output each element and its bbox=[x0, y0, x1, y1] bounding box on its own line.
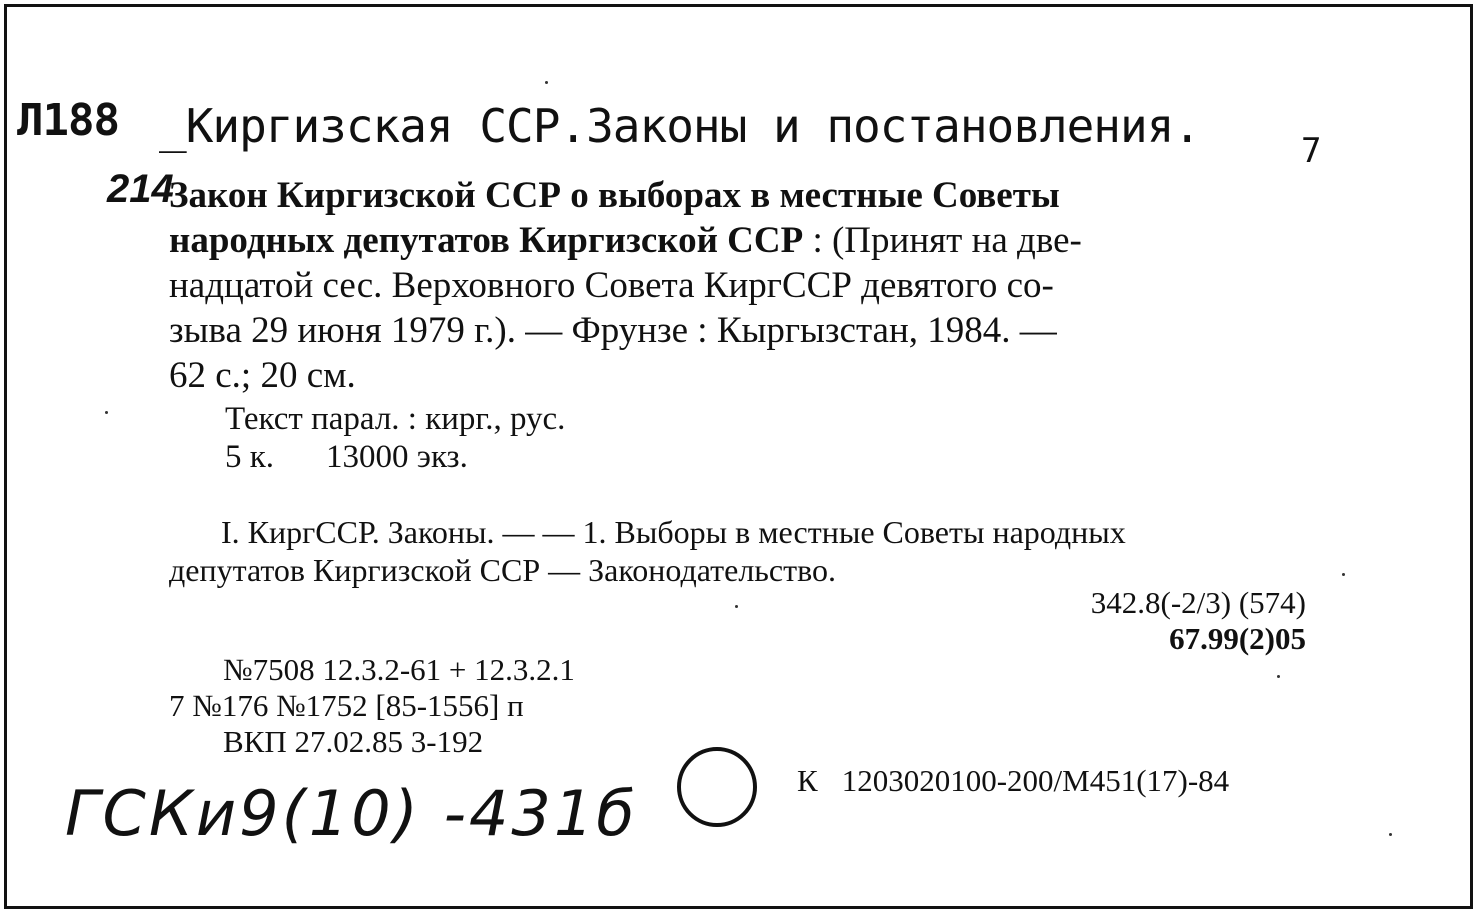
subject-line-1: I. КиргССР. Законы. — — 1. Выборы в местные Советы народных bbox=[221, 514, 1126, 550]
description-line-4: зыва 29 июня 1979 г.). — Фрунзе : Кыргызстан, 1984. — bbox=[169, 310, 1057, 351]
description-line-5: 62 с.; 20 см. bbox=[169, 355, 356, 396]
heading-tail-number: 7 bbox=[1301, 131, 1322, 171]
call-number-mark: Л188 bbox=[17, 95, 119, 146]
price: 5 к. bbox=[225, 439, 275, 475]
speck-decoration bbox=[735, 605, 738, 608]
bibliographic-description bbox=[169, 173, 1329, 398]
description-line-3: надцатой сес. Верховного Совета КиргССР девятого со- bbox=[169, 265, 1054, 306]
handwritten-shelf-mark: ГСКи9(10) -431б bbox=[65, 777, 638, 850]
registry-line-2: 7 №176 №1752 [85-1556] п bbox=[169, 688, 524, 723]
description-title-end: народных депутатов Киргизской ССР bbox=[169, 220, 804, 261]
speck-decoration bbox=[1342, 573, 1345, 576]
registry-line-3: ВКП 27.02.85 3-192 bbox=[223, 724, 484, 759]
description-line-2 bbox=[169, 218, 1329, 263]
notes-block bbox=[225, 400, 565, 476]
entry-number-mark: 214 bbox=[107, 167, 174, 211]
print-run: 13000 экз. bbox=[326, 439, 468, 475]
circle-stamp-icon bbox=[677, 747, 757, 827]
catalog-card bbox=[4, 4, 1473, 909]
speck-decoration bbox=[1389, 833, 1392, 836]
speck-decoration bbox=[545, 81, 548, 84]
parallel-text-note: Текст парал. : кирг., рус. bbox=[225, 401, 566, 437]
subject-line-2: депутатов Киргизской ССР — Законодательство. bbox=[169, 552, 836, 588]
registry-line-1: №7508 12.3.2-61 + 12.3.2.1 bbox=[223, 652, 575, 687]
publisher-code-value: 1203020100-200/М451(17)-84 bbox=[841, 763, 1230, 798]
subject-tracings bbox=[169, 513, 1126, 589]
description-line-2-rest: : (Принят на две- bbox=[803, 220, 1082, 261]
publisher-code-letter: К bbox=[797, 763, 818, 798]
registry-block bbox=[169, 652, 575, 760]
bbk-code: 67.99(2)05 bbox=[1169, 621, 1306, 656]
speck-decoration bbox=[105, 411, 108, 414]
publisher-code bbox=[797, 763, 1229, 799]
udc-code: 342.8(-2/3) (574) bbox=[1090, 585, 1306, 620]
description-line-1: Закон Киргизской ССР о выборах в местные Советы bbox=[169, 175, 1060, 216]
speck-decoration bbox=[1277, 675, 1280, 678]
price-and-copies bbox=[225, 438, 565, 476]
card-heading: _Киргизская ССР.Законы и постановления. bbox=[159, 99, 1201, 153]
